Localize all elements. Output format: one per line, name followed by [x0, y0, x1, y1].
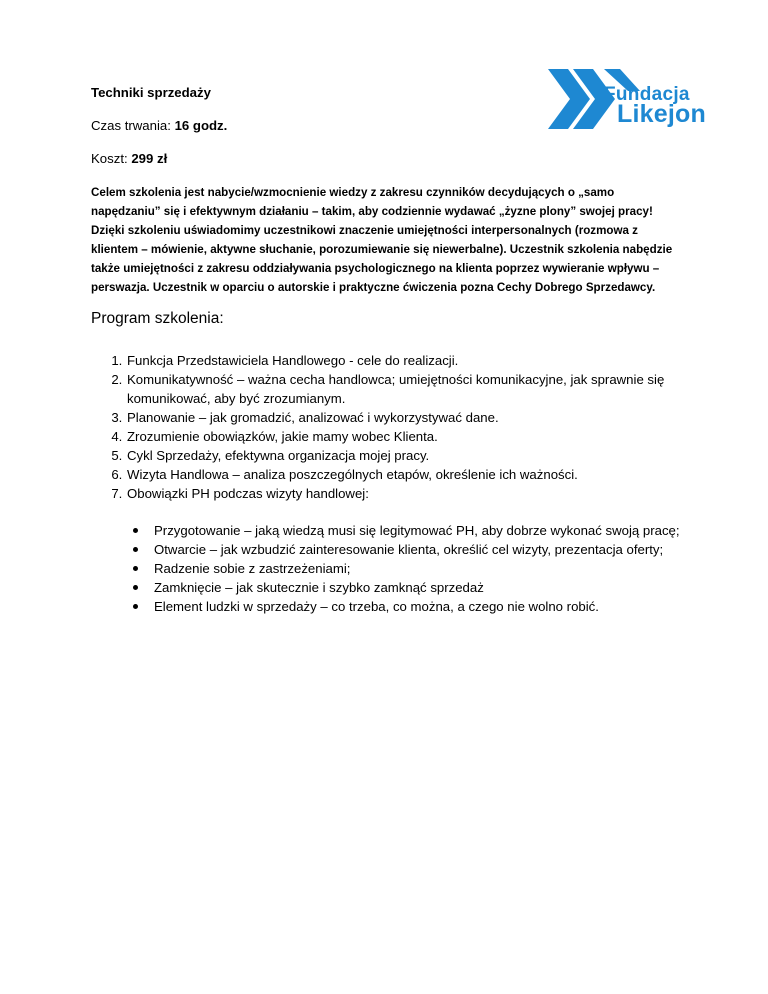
bullet-dot-icon	[133, 604, 138, 609]
bullet-text: Zamknięcie – jak skutecznie i szybko zamknąć sprzedaż	[154, 580, 484, 595]
list-item: 4. Zrozumienie obowiązków, jakie mamy wobec Klienta.	[126, 427, 706, 446]
cost-label: Koszt:	[91, 151, 132, 166]
list-item: 5. Cykl Sprzedaży, efektywna organizacja mojej pracy.	[126, 446, 706, 465]
list-item: 2. Komunikatywność – ważna cecha handlowca; umiejętności komunikacyjne, jak sprawnie się komunikować, aby być zrozumianym.	[126, 370, 706, 408]
list-item: 3. Planowanie – jak gromadzić, analizować i wykorzystywać dane.	[126, 408, 706, 427]
bullet-item	[154, 597, 744, 616]
bullet-text: Radzenie sobie z zastrzeżeniami;	[154, 561, 351, 576]
program-heading: Program szkolenia:	[91, 310, 224, 327]
bullet-item	[154, 559, 744, 578]
main-content	[91, 84, 691, 616]
bullet-dot-icon	[133, 528, 138, 533]
bullet-item	[154, 540, 744, 559]
duration-line	[91, 117, 691, 135]
cost-line	[91, 150, 691, 168]
list-item: 1. Funkcja Przedstawiciela Handlowego - cele do realizacji.	[126, 351, 706, 370]
bullet-item	[154, 521, 744, 540]
list-item: 6. Wizyta Handlowa – analiza poszczególnych etapów, określenie ich ważności.	[126, 465, 706, 484]
bullet-text: Otwarcie – jak wzbudzić zainteresowanie klienta, określić cel wizyty, prezentacja oferty;	[154, 542, 664, 557]
list-item: 7. Obowiązki PH podczas wizyty handlowej:	[126, 484, 706, 503]
course-title: Techniki sprzedaży	[91, 85, 211, 100]
program-steps-list	[91, 351, 706, 503]
visit-duties-list	[91, 521, 744, 616]
logo-text-likejon: Likejon	[617, 100, 706, 128]
bullet-dot-icon	[133, 585, 138, 590]
bullet-text: Element ludzki w sprzedaży – co trzeba, co można, a czego nie wolno robić.	[154, 599, 599, 614]
logo-text-fundacja: Fundacja	[604, 84, 690, 105]
duration-label: Czas trwania:	[91, 118, 175, 133]
cost-value: 299 zł	[131, 151, 168, 166]
bullet-item	[154, 578, 744, 597]
bullet-dot-icon	[133, 547, 138, 552]
bullet-text: Przygotowanie – jaką wiedzą musi się legitymować PH, aby dobrze wykonać swoją pracę;	[154, 523, 680, 538]
bullet-dot-icon	[133, 566, 138, 571]
course-description: Celem szkolenia jest nabycie/wzmocnienie wiedzy z zakresu czynników decydujących o „samo napędzaniu” się i efektywnym działaniu – takim, aby codziennie wydawać „żyzne plony” swojej pracy! Dzięki szkoleniu uświadomimy uczestnikowi znaczenie umiejętności interpersonalnych (rozmowa z klientem – mówienie, aktywne słuchanie, porozumiewanie się niewerbalne). Uczestnik szkolenia nabędzie także umiejętności z zakresu oddziaływania psychologicznego na klienta poprzez wywieranie wpływu – perswazja. Uczestnik w oparciu o autorskie i praktyczne ćwiczenia pozna Cechy Dobrego Sprzedawcy.	[91, 186, 673, 294]
duration-value: 16 godz.	[174, 118, 228, 133]
